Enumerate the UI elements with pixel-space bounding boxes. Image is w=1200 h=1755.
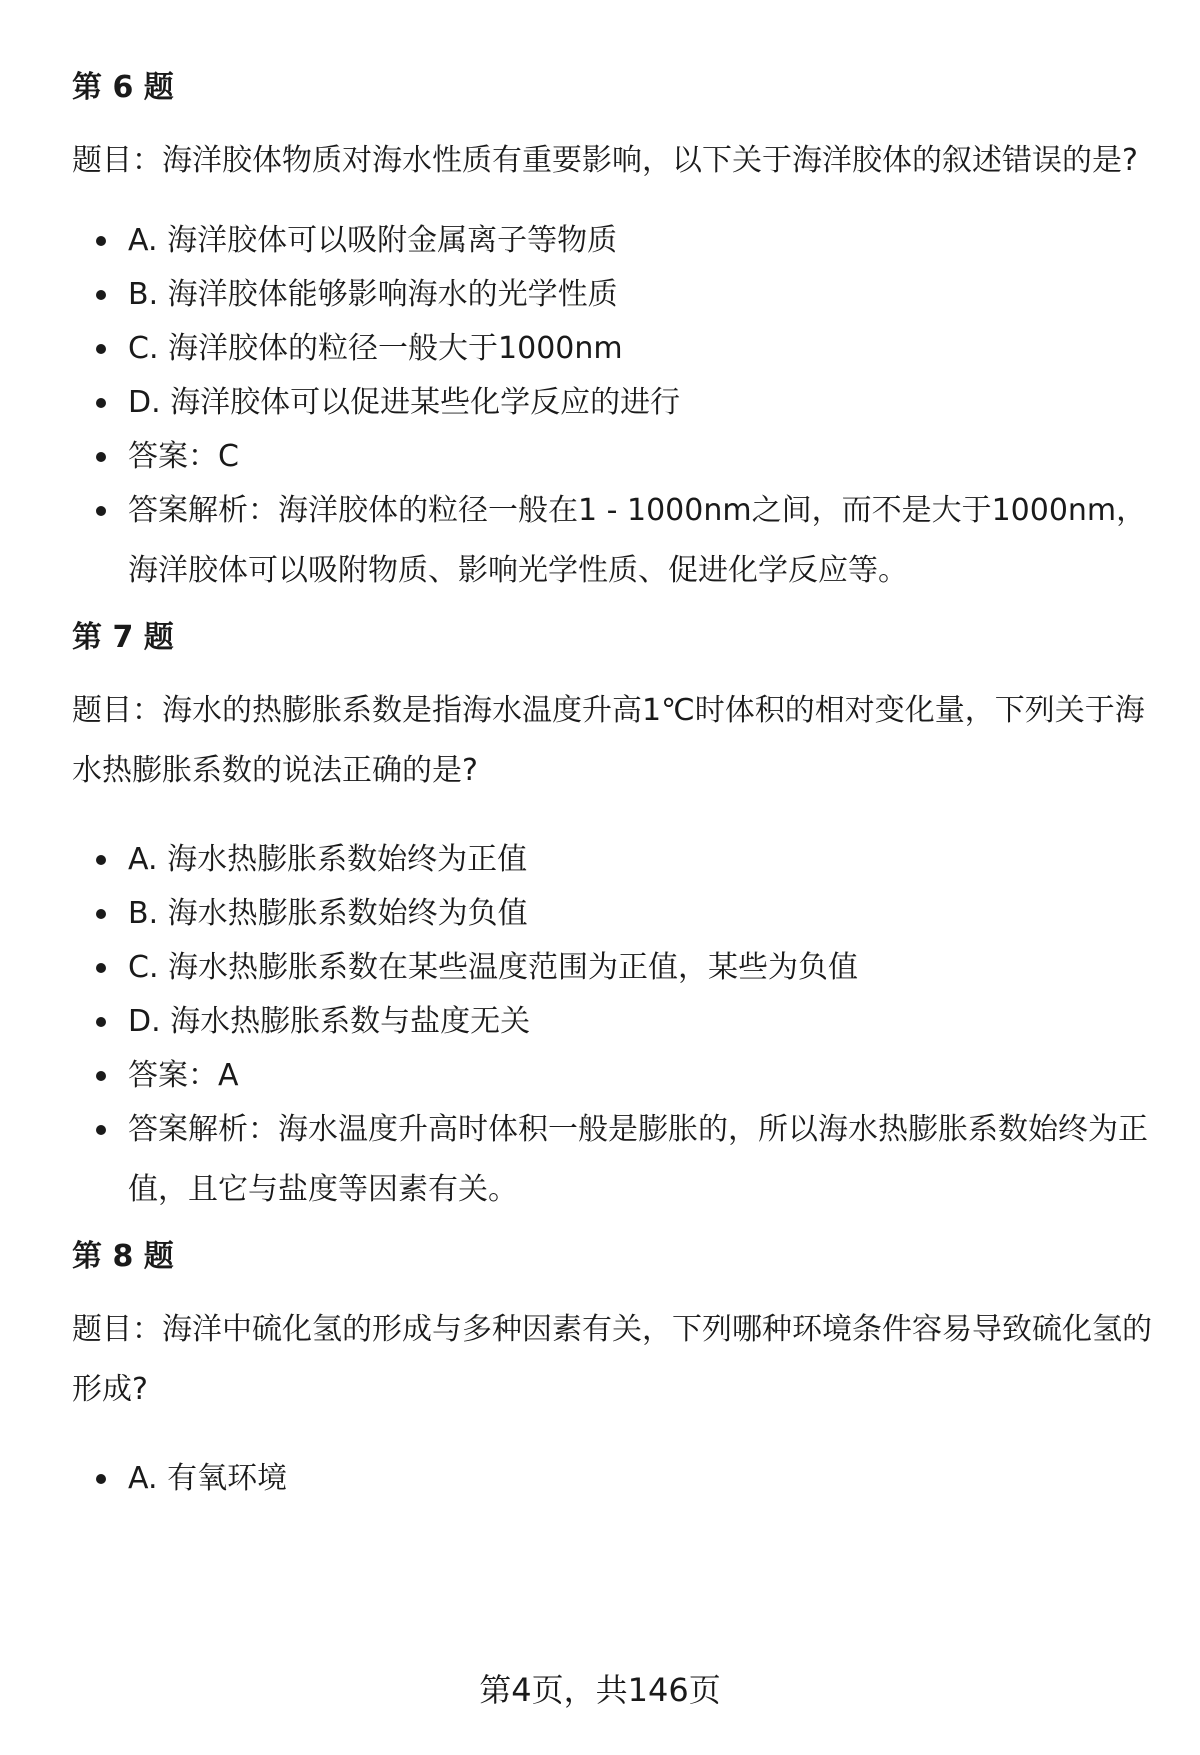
question-heading: 第 6 题 <box>72 70 174 105</box>
option-item <box>96 992 1152 1052</box>
option-text: C. 海洋胶体的粒径一般大于1000nm <box>128 331 623 366</box>
option-item <box>96 265 1152 325</box>
question-stem: 题目：海水的热膨胀系数是指海水温度升高1℃时体积的相对变化量，下列关于海水热膨胀系数的说法正确的是? <box>72 693 1145 788</box>
option-text: B. 海洋胶体能够影响海水的光学性质 <box>128 277 618 312</box>
option-item <box>96 884 1152 944</box>
answer-item <box>96 427 1152 487</box>
bullet-icon <box>96 236 106 246</box>
question-stem: 题目：海洋胶体物质对海水性质有重要影响，以下关于海洋胶体的叙述错误的是? <box>72 143 1138 178</box>
option-text: A. 有氧环境 <box>128 1461 288 1496</box>
bullet-icon <box>96 1017 106 1027</box>
bullet-icon <box>96 909 106 919</box>
bullet-icon <box>96 398 106 408</box>
bullet-icon <box>96 1474 106 1484</box>
option-text: A. 海水热膨胀系数始终为正值 <box>128 842 528 877</box>
option-item <box>96 938 1152 998</box>
option-text: A. 海洋胶体可以吸附金属离子等物质 <box>128 223 618 258</box>
bullet-icon <box>96 963 106 973</box>
answer-text: 答案：C <box>128 439 239 474</box>
explanation-text: 答案解析：海水温度升高时体积一般是膨胀的，所以海水热膨胀系数始终为正值，且它与盐度等因素有关。 <box>128 1112 1148 1207</box>
bullet-icon <box>96 1071 106 1081</box>
bullet-icon <box>96 855 106 865</box>
bullet-icon <box>96 344 106 354</box>
option-text: D. 海水热膨胀系数与盐度无关 <box>128 1004 531 1039</box>
answer-text: 答案：A <box>128 1058 239 1093</box>
bullet-icon <box>96 290 106 300</box>
option-text: D. 海洋胶体可以促进某些化学反应的进行 <box>128 385 681 420</box>
bullet-icon <box>96 1125 106 1135</box>
page-number: 第4页，共146页 <box>479 1671 721 1709</box>
explanation-item <box>96 1100 1152 1220</box>
option-item <box>96 211 1152 271</box>
option-item <box>96 319 1152 379</box>
question-heading: 第 7 题 <box>72 620 174 655</box>
bullet-icon <box>96 452 106 462</box>
answer-item <box>96 1046 1152 1106</box>
explanation-item <box>96 481 1152 601</box>
bullet-icon <box>96 506 106 516</box>
question-stem: 题目：海洋中硫化氢的形成与多种因素有关，下列哪种环境条件容易导致硫化氢的形成? <box>72 1312 1152 1407</box>
option-text: B. 海水热膨胀系数始终为负值 <box>128 896 528 931</box>
option-text: C. 海水热膨胀系数在某些温度范围为正值，某些为负值 <box>128 950 859 985</box>
option-item <box>96 373 1152 433</box>
explanation-text: 答案解析：海洋胶体的粒径一般在1 - 1000nm之间，而不是大于1000nm，海洋胶体可以吸附物质、影响光学性质、促进化学反应等。 <box>128 493 1147 588</box>
question-heading: 第 8 题 <box>72 1239 174 1274</box>
option-item <box>96 1449 1152 1509</box>
option-item <box>96 830 1152 890</box>
